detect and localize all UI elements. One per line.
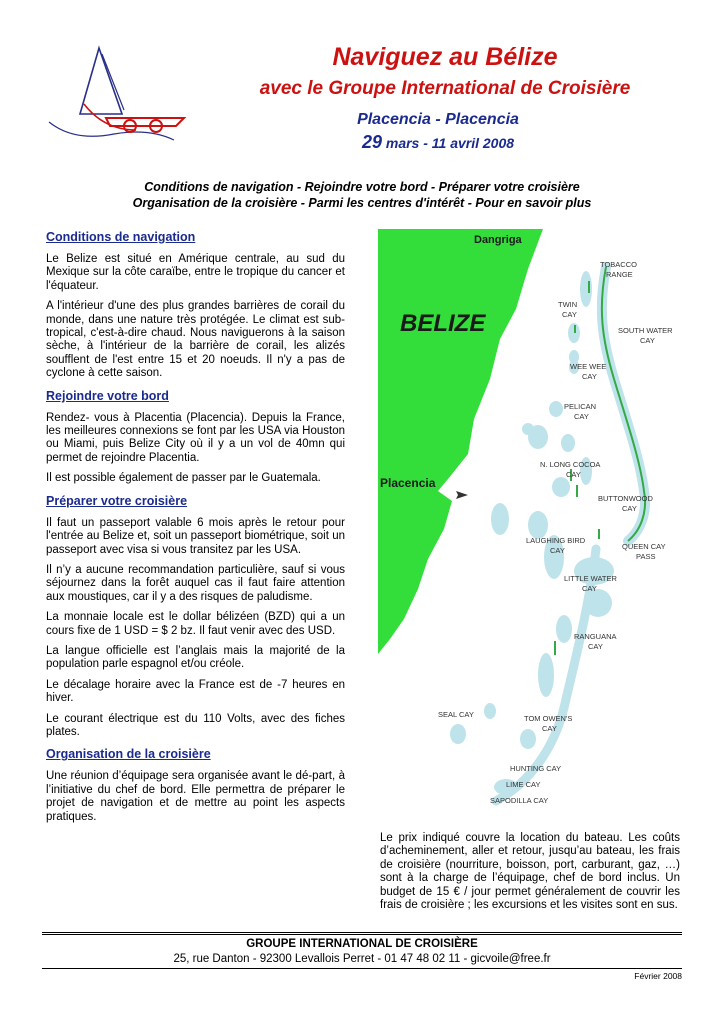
preparer-p6: Le courant électrique est du 110 Volts, avec des fiches plates. [46,712,345,738]
gic-logo [44,44,194,154]
cay-label: HUNTING CAY [510,764,562,773]
svg-text:RANGE [606,270,633,279]
toc-line-1: Conditions de navigation - Rejoindre votre bord - Préparer votre croisière [144,180,580,194]
svg-text:CAY [588,642,603,651]
left-column [46,229,345,831]
svg-text:CAY [566,470,581,479]
cay-label: CAY [566,470,581,479]
cay-label: LITTLE WATER [564,574,617,583]
svg-text:TOM OWEN'S [524,714,572,723]
preparer-p4: La langue officielle est l’anglais mais la majorité de la population parle espagnol et/ou créole. [46,644,345,671]
cay-label: CAY [582,584,597,593]
svg-text:QUEEN CAY [622,542,666,551]
cay-label: PASS [636,552,656,561]
heading-organisation[interactable]: Organisation de la croisière [46,747,211,762]
svg-text:LIME CAY [506,780,540,789]
svg-text:SEAL CAY [438,710,474,719]
page-title: Naviguez au Bélize [332,43,558,71]
cay-label: SEAL CAY [438,710,474,719]
svg-text:N. LONG COCOA [540,460,600,469]
rejoindre-p1: Rendez- vous à Placentia (Placencia). Depuis la France, les meilleures connexions se font par les USA via Houston ou Miami, puis Belize City où il y a un vol de 40mn qui permet de rejoindre Placentia. [46,411,345,464]
map-town-south: Placencia [380,476,436,490]
cay-label: LIME CAY [506,780,541,789]
heading-rejoindre[interactable]: Rejoindre votre bord [46,388,169,403]
toc-line-2: Organisation de la croisière - Parmi les centres d'intérêt - Pour en savoir plus [132,196,592,210]
cay-label: CAY [542,724,557,733]
cay-label: CAY [562,310,577,319]
svg-text:CAY [582,372,597,381]
svg-text:PASS [636,552,655,561]
svg-text:SAPODILLA CAY [490,796,548,805]
table-of-contents [40,179,684,211]
preparer-p2: Il n’y a aucune recommandation particulière, sauf si vous séjournez dans la forêt auquel cas il faut faire attention aux moustiques, car il y a des risques de paludisme. [46,563,345,603]
route: Placencia - Placencia [357,111,519,128]
cay-label: N. LONG COCOA [540,460,601,469]
svg-text:CAY [562,310,577,319]
svg-text:BUTTONWOOD [598,494,653,503]
cay-label: CAY [622,504,637,513]
cay-label: CAY [550,546,565,555]
footer-organisation: GROUPE INTERNATIONAL DE CROISIÈRE [246,938,478,950]
date-day: 29 [361,132,382,152]
cay-label: TOBACCO [600,260,637,269]
footer-divider-bottom [42,968,682,969]
organisation-p1: Une réunion d’équipage sera organisée avant le dé-part, à l’initiative du chef de bord. Elle permettra de préparer le projet de navigation et de mettre au point les aspects pratiques. [46,770,345,823]
rejoindre-p2: Il est possible également de passer par le Guatemala. [46,472,321,485]
belize-map [378,229,673,811]
heading-preparer[interactable]: Préparer votre croisière [46,493,188,508]
svg-text:PELICAN [564,402,596,411]
footer-date: Février 2008 [634,971,682,981]
cay-label: SOUTH WATER [618,326,673,335]
cay-label: TWIN [558,300,578,309]
map-country: BELIZE [400,310,486,337]
footer-address: 25, rue Danton - 92300 Levallois Perret - 01 47 48 02 11 - gicvoile@free.fr [173,953,551,965]
svg-text:SOUTH WATER [618,326,673,335]
cay-label: CAY [588,642,603,651]
cay-label: RANGUANA [574,632,617,641]
heading-conditions[interactable]: Conditions de navigation [46,230,196,244]
date-rest: mars - 11 avril 2008 [381,135,515,151]
svg-text:CAY [542,724,557,733]
svg-text:CAY [640,336,655,345]
cay-label: CAY [574,412,589,421]
cay-label: PELICAN [564,402,597,411]
svg-text:CAY [582,584,597,593]
price-paragraph: Le prix indiqué couvre la location du bateau. Les coûts d’acheminement, aller et retour, jusqu’au bateau, les frais de croisière (nourriture, boisson, port, carburant, gaz, …) sont à la charge de l’équipage, chef de bord inclus. Un budget de 15 € / jour permet généralement de couvrir les frais de croisière ; les excursions et les visites sont en sus. [380,832,680,912]
cay-label: CAY [582,372,597,381]
cay-label: QUEEN CAY [622,542,666,551]
svg-text:TWIN [558,300,577,309]
svg-text:CAY [550,546,565,555]
conditions-p1: Le Belize est situé en Amérique centrale, au sud du Mexique sur la côte caraïbe, entre le tropique du cancer et l'équateur. [46,253,345,292]
svg-text:HUNTING CAY [510,764,561,773]
svg-text:WEE WEE [570,362,606,371]
conditions-p2: A l'intérieur d'une des plus grandes barrières de corail du monde, dans une nature très protégée. Le climat est sub-tropical, c'est-à-dire chaud. Nous naviguerons à la saison sèche, à l'intérieur de la barrière de corail, les alizés soufflent de l'est entre 15 et 20 noeuds. Il n'y a pas de cyclone à cette saison. [46,300,345,380]
svg-text:RANGUANA [574,632,617,641]
cay-label: SAPODILLA CAY [490,796,549,805]
cay-label: LAUGHING BIRD [526,536,586,545]
cay-label: TOM OWEN'S [524,714,573,723]
cay-label: CAY [640,336,655,345]
cay-label: RANGE [606,270,633,279]
preparer-p3: La monnaie locale est le dollar bélizéen (BZD) qui a un cours fixe de 1 USD = $ 2 bz. Il faut venir avec des USD. [46,611,345,637]
svg-text:TOBACCO [600,260,637,269]
map-town-north: Dangriga [474,234,522,246]
footer-divider [42,932,682,935]
cay-label: WEE WEE [570,362,607,371]
cay-label: BUTTONWOOD [598,494,653,503]
preparer-p1: Il faut un passeport valable 6 mois après le retour pour l'entrée au Belize et, soit un passeport biométrique, soit un passeport avec visa si vous transitez par les USA. [46,516,345,556]
svg-text:CAY [574,412,589,421]
preparer-p5: Le décalage horaire avec la France est de -7 heures en hiver. [46,678,345,705]
svg-text:LAUGHING BIRD [526,536,586,545]
dates [200,131,676,154]
svg-text:LITTLE WATER [564,574,618,583]
svg-text:CAY [622,504,637,513]
page-subtitle: avec le Groupe International de Croisière [259,78,631,99]
